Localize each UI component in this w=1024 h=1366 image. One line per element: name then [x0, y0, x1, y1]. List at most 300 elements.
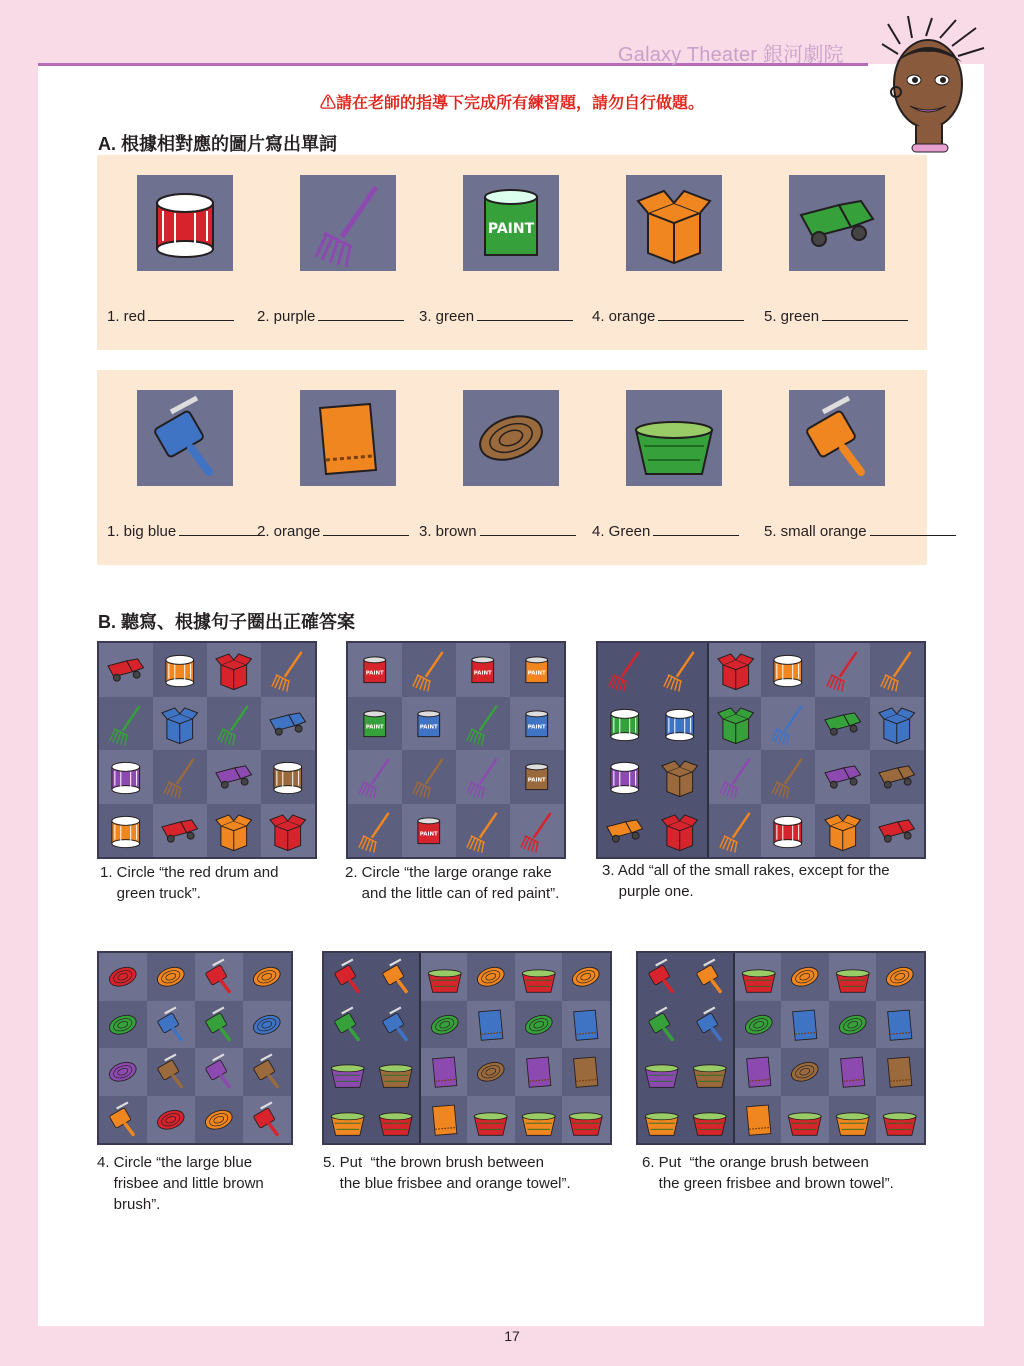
towel-icon	[832, 1051, 874, 1093]
grid-cell[interactable]	[562, 1048, 610, 1096]
grid-cell[interactable]	[652, 804, 706, 858]
drum-icon	[601, 753, 649, 801]
brush-icon	[150, 1004, 192, 1046]
rake-icon	[873, 646, 921, 694]
grid-cell[interactable]	[870, 697, 924, 751]
grid-cell[interactable]	[243, 1001, 291, 1049]
box-icon	[819, 807, 867, 855]
grid-cell[interactable]	[829, 1096, 877, 1144]
grid-cell[interactable]	[781, 1096, 829, 1144]
brush-icon	[375, 956, 417, 998]
tub-icon	[641, 1099, 683, 1141]
can-icon	[351, 700, 399, 748]
box-icon	[626, 175, 722, 271]
grid-cell[interactable]	[562, 953, 610, 1001]
grid-cell[interactable]	[153, 804, 207, 858]
grid-cell[interactable]	[99, 1048, 147, 1096]
svg-text:PAINT: PAINT	[420, 831, 438, 838]
grid-cell[interactable]	[870, 643, 924, 697]
grid-cell[interactable]	[733, 1048, 783, 1096]
answer-blank[interactable]	[477, 319, 573, 321]
grid-cell[interactable]	[562, 1096, 610, 1144]
grid-cell[interactable]	[207, 750, 261, 804]
section-a-row1-panel	[97, 155, 927, 350]
grid-cell[interactable]	[348, 804, 402, 858]
grid-cell[interactable]	[419, 953, 469, 1001]
rake-icon	[210, 700, 258, 748]
rake-icon	[156, 753, 204, 801]
grid-cell[interactable]	[99, 697, 153, 751]
word-answer-3[interactable]	[419, 523, 576, 540]
page-number: 17	[504, 1328, 520, 1344]
brush-icon	[789, 390, 885, 486]
truck-icon	[789, 175, 885, 271]
brush-icon	[198, 1051, 240, 1093]
grid-cell[interactable]	[207, 697, 261, 751]
grid-cell[interactable]	[467, 1096, 515, 1144]
box-icon	[712, 646, 760, 694]
grid-cell[interactable]	[638, 1001, 686, 1049]
grid-cell[interactable]	[419, 1048, 469, 1096]
grid-cell[interactable]	[815, 697, 869, 751]
frisbee-icon	[879, 956, 921, 998]
truck-icon	[210, 753, 258, 801]
section-a-title: A. 根據相對應的圖片寫出單詞	[98, 134, 337, 154]
word-prompt: 5. small orange	[764, 523, 867, 540]
tub-icon	[375, 1099, 417, 1141]
brush-icon	[327, 956, 369, 998]
answer-blank[interactable]	[870, 534, 956, 536]
grid-cell[interactable]	[153, 750, 207, 804]
answer-blank[interactable]	[653, 534, 739, 536]
answer-blank[interactable]	[822, 319, 908, 321]
word-prompt: 4. Green	[592, 523, 651, 540]
grid-cell[interactable]	[324, 1001, 372, 1049]
word-prompt: 1. big blue	[107, 523, 177, 540]
truck-icon	[819, 753, 867, 801]
answer-blank[interactable]	[179, 534, 265, 536]
towel-icon	[300, 390, 396, 486]
grid-cell[interactable]	[707, 697, 763, 751]
truck-icon	[819, 700, 867, 748]
frisbee-icon	[470, 1051, 512, 1093]
rake-icon	[459, 807, 507, 855]
drum-icon	[764, 646, 812, 694]
grid-cell[interactable]	[707, 804, 763, 858]
tub-icon	[518, 956, 560, 998]
tub-icon	[327, 1099, 369, 1141]
grid-cell[interactable]	[598, 750, 652, 804]
grid-cell[interactable]	[456, 750, 510, 804]
word-prompt: 1. red	[107, 308, 146, 325]
question-5-caption: 5. Put “the brown brush between the blue frisbee and orange towel”.	[323, 1154, 571, 1192]
grid-cell[interactable]	[598, 697, 652, 751]
grid-cell[interactable]	[99, 750, 153, 804]
svg-text:PAINT: PAINT	[487, 221, 535, 237]
frisbee-icon	[198, 1099, 240, 1141]
question-3-caption: 3. Add “all of the small rakes, except for the purple one.	[602, 862, 890, 900]
grid-cell[interactable]	[402, 750, 456, 804]
tub-icon	[565, 1099, 607, 1141]
can-icon	[513, 753, 561, 801]
grid-1	[97, 641, 317, 859]
question-2-caption: 2. Circle “the large orange rake and the little can of red paint”.	[345, 864, 560, 902]
tub-icon	[375, 1051, 417, 1093]
towel-icon	[424, 1051, 466, 1093]
grid-cell[interactable]	[195, 1048, 243, 1096]
frisbee-icon	[784, 956, 826, 998]
word-answer-4[interactable]	[592, 308, 744, 325]
grid-cell[interactable]	[147, 1096, 195, 1144]
grid-cell[interactable]	[372, 1001, 420, 1049]
grid-cell[interactable]	[153, 697, 207, 751]
grid-cell[interactable]	[261, 697, 315, 751]
grid-cell[interactable]	[761, 804, 815, 858]
answer-blank[interactable]	[658, 319, 744, 321]
rake-icon	[351, 807, 399, 855]
word-prompt: 3. green	[419, 308, 475, 325]
word-prompt: 2. orange	[257, 523, 321, 540]
grid-cell[interactable]	[324, 1048, 372, 1096]
rake-icon	[351, 753, 399, 801]
truck-icon	[873, 807, 921, 855]
grid-cell[interactable]	[510, 804, 564, 858]
svg-text:PAINT: PAINT	[366, 724, 384, 731]
grid-cell[interactable]	[402, 804, 456, 858]
tub-icon	[879, 1099, 921, 1141]
svg-text:PAINT: PAINT	[528, 777, 546, 784]
frisbee-icon	[246, 956, 288, 998]
grid-cell[interactable]	[195, 953, 243, 1001]
rake-icon	[102, 700, 150, 748]
drum-icon	[656, 700, 704, 748]
grid-cell[interactable]	[147, 1048, 195, 1096]
word-answer-2[interactable]	[257, 308, 404, 325]
tub-icon	[832, 1099, 874, 1141]
truck-icon	[873, 753, 921, 801]
rake-icon	[264, 646, 312, 694]
rake-icon	[405, 646, 453, 694]
grid-cell[interactable]	[510, 750, 564, 804]
word-prompt: 5. green	[764, 308, 820, 325]
frisbee-icon	[150, 1099, 192, 1141]
grid-cell[interactable]	[638, 953, 686, 1001]
grid-cell[interactable]	[243, 1096, 291, 1144]
box-icon	[656, 753, 704, 801]
grid-cell[interactable]	[733, 1001, 783, 1049]
grid-cell[interactable]	[467, 1001, 515, 1049]
paint-can-icon	[463, 175, 559, 271]
word-prompt: 3. brown	[419, 523, 477, 540]
brush-icon	[689, 1004, 731, 1046]
svg-text:PAINT: PAINT	[420, 724, 438, 731]
rake-icon	[459, 700, 507, 748]
answer-blank[interactable]	[480, 534, 576, 536]
frisbee-icon	[518, 1004, 560, 1046]
word-answer-2[interactable]	[257, 523, 409, 540]
frisbee-icon	[246, 1004, 288, 1046]
grid-cell[interactable]	[829, 1001, 877, 1049]
word-answer-5[interactable]	[764, 523, 956, 540]
rake-picture-2	[300, 175, 396, 271]
grid-cell[interactable]	[761, 750, 815, 804]
grid-cell[interactable]	[781, 1001, 829, 1049]
word-answer-1[interactable]	[107, 308, 234, 325]
grid-cell[interactable]	[348, 697, 402, 751]
grid-cell[interactable]	[324, 953, 372, 1001]
grid-cell[interactable]	[733, 953, 783, 1001]
rake-icon	[513, 807, 561, 855]
tub-picture-4	[626, 390, 722, 486]
grid-cell[interactable]	[761, 697, 815, 751]
grid-cell[interactable]	[876, 1048, 924, 1096]
frisbee-icon	[470, 956, 512, 998]
truck-icon	[156, 807, 204, 855]
brush-icon	[137, 390, 233, 486]
grid-cell[interactable]	[876, 1001, 924, 1049]
truck-icon	[102, 646, 150, 694]
grid-cell[interactable]	[686, 953, 734, 1001]
word-prompt: 2. purple	[257, 308, 316, 325]
grid-cell[interactable]	[456, 804, 510, 858]
grid-cell[interactable]	[707, 750, 763, 804]
grid-cell[interactable]	[652, 643, 706, 697]
frisbee-icon	[832, 1004, 874, 1046]
rake-icon	[300, 175, 396, 271]
truck-picture-5	[789, 175, 885, 271]
grid-cell[interactable]	[510, 697, 564, 751]
tub-icon	[327, 1051, 369, 1093]
grid-cell[interactable]	[638, 1048, 686, 1096]
grid-cell[interactable]	[348, 750, 402, 804]
grid-cell[interactable]	[510, 643, 564, 697]
drum-icon	[264, 753, 312, 801]
tub-icon	[689, 1099, 731, 1141]
grid-cell[interactable]	[515, 1048, 563, 1096]
grid-cell[interactable]	[261, 750, 315, 804]
grid-cell[interactable]	[456, 643, 510, 697]
svg-text:PAINT: PAINT	[528, 670, 546, 677]
brush-icon	[246, 1051, 288, 1093]
towel-icon	[879, 1004, 921, 1046]
grid-cell[interactable]	[870, 804, 924, 858]
grid-cell[interactable]	[652, 697, 706, 751]
tub-icon	[641, 1051, 683, 1093]
word-answer-5[interactable]	[764, 308, 908, 325]
answer-blank[interactable]	[148, 319, 234, 321]
drum-picture-1	[137, 175, 233, 271]
towel-icon	[784, 1004, 826, 1046]
grid-cell[interactable]	[686, 1096, 734, 1144]
box-icon	[873, 700, 921, 748]
box-icon	[210, 646, 258, 694]
can-icon	[405, 700, 453, 748]
rake-icon	[405, 753, 453, 801]
brush-picture-5	[789, 390, 885, 486]
towel-icon	[565, 1051, 607, 1093]
grid-cell[interactable]	[99, 953, 147, 1001]
grid-cell[interactable]	[153, 643, 207, 697]
grid-cell[interactable]	[348, 643, 402, 697]
grid-4	[97, 951, 293, 1145]
grid-cell[interactable]	[815, 804, 869, 858]
box-icon	[712, 700, 760, 748]
grid-cell[interactable]	[99, 1001, 147, 1049]
grid-cell[interactable]	[707, 643, 763, 697]
brush-picture-1	[137, 390, 233, 486]
brush-icon	[198, 1004, 240, 1046]
grid-cell[interactable]	[467, 1048, 515, 1096]
frisbee-icon	[102, 1051, 144, 1093]
can-icon	[351, 646, 399, 694]
towel-icon	[565, 1004, 607, 1046]
word-prompt: 4. orange	[592, 308, 656, 325]
grid-cell[interactable]	[456, 697, 510, 751]
grid-cell[interactable]	[781, 953, 829, 1001]
can-icon	[513, 646, 561, 694]
grid-cell[interactable]	[515, 1001, 563, 1049]
truck-icon	[264, 700, 312, 748]
towel-icon	[879, 1051, 921, 1093]
grid-cell[interactable]	[402, 643, 456, 697]
question-1-caption: 1. Circle “the red drum and green truck”.	[100, 864, 279, 902]
grid-cell[interactable]	[243, 1048, 291, 1096]
brush-icon	[198, 956, 240, 998]
grid-cell[interactable]	[870, 750, 924, 804]
grid-cell[interactable]	[829, 953, 877, 1001]
grid-cell[interactable]	[686, 1048, 734, 1096]
box-icon	[156, 700, 204, 748]
tub-icon	[738, 956, 780, 998]
drum-icon	[102, 753, 150, 801]
can-icon	[513, 700, 561, 748]
grid-6	[636, 951, 926, 1145]
tub-icon	[518, 1099, 560, 1141]
grid-cell[interactable]	[562, 1001, 610, 1049]
tub-icon	[689, 1051, 731, 1093]
grid-cell[interactable]	[876, 953, 924, 1001]
grid-5	[322, 951, 612, 1145]
word-answer-3[interactable]	[419, 308, 573, 325]
grid-cell[interactable]	[876, 1096, 924, 1144]
grid-cell[interactable]	[402, 697, 456, 751]
grid-cell[interactable]	[195, 1001, 243, 1049]
drum-icon	[156, 646, 204, 694]
brand-title: Galaxy Theater 銀河劇院	[618, 44, 844, 66]
rake-icon	[601, 646, 649, 694]
grid-cell[interactable]	[515, 953, 563, 1001]
grid-cell[interactable]	[686, 1001, 734, 1049]
frisbee-icon	[565, 956, 607, 998]
grid-cell[interactable]	[207, 643, 261, 697]
grid-cell[interactable]	[829, 1048, 877, 1096]
towel-icon	[738, 1051, 780, 1093]
brush-icon	[375, 1004, 417, 1046]
grid-cell[interactable]	[324, 1096, 372, 1144]
grid-cell[interactable]	[99, 804, 153, 858]
brush-icon	[246, 1099, 288, 1141]
svg-text:PAINT: PAINT	[474, 670, 492, 677]
drum-icon	[764, 807, 812, 855]
grid-cell[interactable]	[372, 1096, 420, 1144]
drum-icon	[601, 700, 649, 748]
grid-cell[interactable]	[419, 1096, 469, 1144]
rake-icon	[459, 753, 507, 801]
grid-cell[interactable]	[815, 643, 869, 697]
grid-cell[interactable]	[781, 1048, 829, 1096]
grid-cell[interactable]	[467, 953, 515, 1001]
frisbee-icon	[102, 1004, 144, 1046]
instruction-warning: ⚠請在老師的指導下完成所有練習題，請勿自行做題。	[319, 95, 704, 112]
brush-icon	[689, 956, 731, 998]
word-answer-4[interactable]	[592, 523, 739, 540]
box-icon	[210, 807, 258, 855]
tub-icon	[424, 956, 466, 998]
rake-icon	[764, 700, 812, 748]
can-icon	[405, 807, 453, 855]
answer-blank[interactable]	[318, 319, 404, 321]
tub-icon	[784, 1099, 826, 1141]
answer-blank[interactable]	[323, 534, 409, 536]
grid-cell[interactable]	[733, 1096, 783, 1144]
brush-icon	[641, 1004, 683, 1046]
grid-cell[interactable]	[99, 1096, 147, 1144]
svg-text:PAINT: PAINT	[366, 670, 384, 677]
brush-icon	[641, 956, 683, 998]
grid-cell[interactable]	[652, 750, 706, 804]
grid-cell[interactable]	[761, 643, 815, 697]
grid-cell[interactable]	[99, 643, 153, 697]
can-icon	[459, 646, 507, 694]
box-picture-4	[626, 175, 722, 271]
grid-cell[interactable]	[261, 804, 315, 858]
grid-cell[interactable]	[243, 953, 291, 1001]
tub-icon	[470, 1099, 512, 1141]
tub-icon	[626, 390, 722, 486]
grid-cell[interactable]	[147, 1001, 195, 1049]
section-a-row2-panel	[97, 370, 927, 565]
box-icon	[656, 807, 704, 855]
grid-2	[346, 641, 566, 859]
box-icon	[264, 807, 312, 855]
towel-icon	[518, 1051, 560, 1093]
grid-cell[interactable]	[372, 953, 420, 1001]
question-4-caption: 4. Circle “the large blue frisbee and little brown brush”.	[97, 1154, 264, 1213]
brush-icon	[102, 1099, 144, 1141]
grid-cell[interactable]	[372, 1048, 420, 1096]
frisbee-icon	[150, 956, 192, 998]
towel-icon	[470, 1004, 512, 1046]
grid-cell[interactable]	[195, 1096, 243, 1144]
drum-icon	[137, 175, 233, 271]
grid-cell[interactable]	[638, 1096, 686, 1144]
grid-cell[interactable]	[207, 804, 261, 858]
frisbee-icon	[784, 1051, 826, 1093]
grid-cell[interactable]	[261, 643, 315, 697]
frisbee-icon	[424, 1004, 466, 1046]
grid-cell[interactable]	[815, 750, 869, 804]
paint-can-picture-3	[463, 175, 559, 271]
word-answer-1[interactable]	[107, 523, 265, 540]
grid-cell[interactable]	[419, 1001, 469, 1049]
grid-cell[interactable]	[515, 1096, 563, 1144]
towel-icon	[424, 1099, 466, 1141]
grid-cell[interactable]	[598, 804, 652, 858]
rake-icon	[712, 807, 760, 855]
girl-avatar-icon	[880, 14, 990, 164]
grid-cell[interactable]	[147, 953, 195, 1001]
grid-cell[interactable]	[598, 643, 652, 697]
